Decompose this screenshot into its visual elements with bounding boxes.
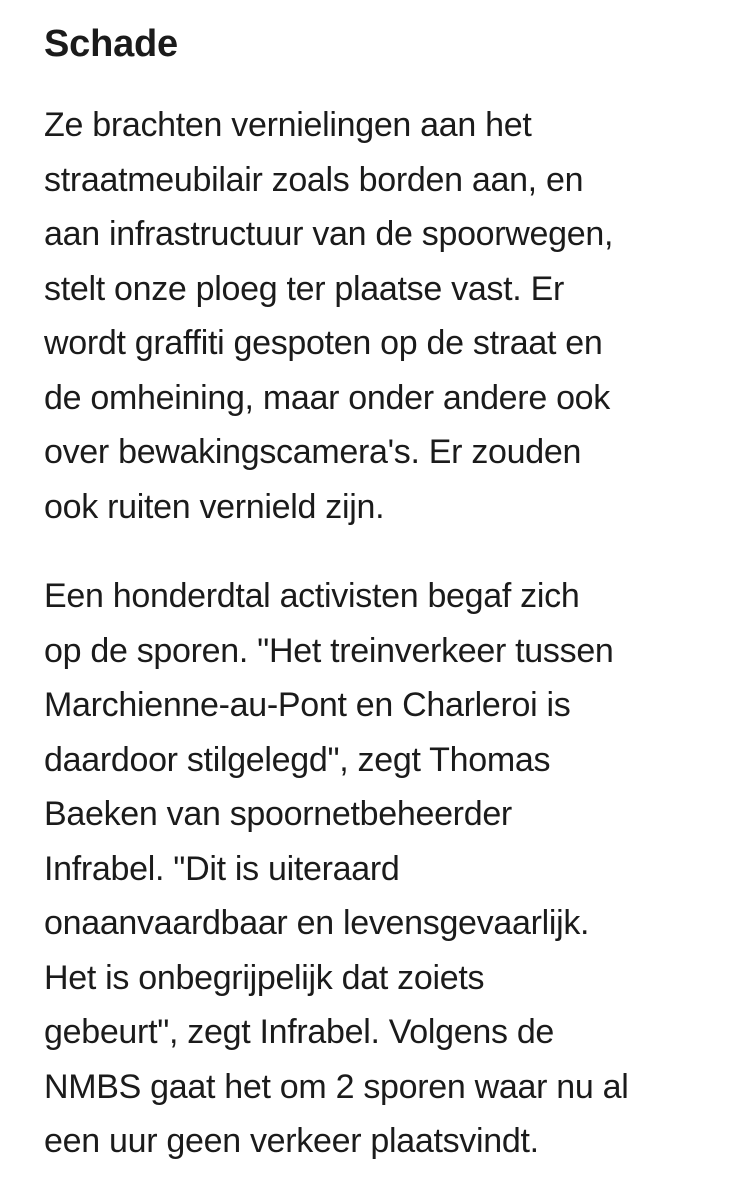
paragraph-damage-description bbox=[44, 98, 724, 534]
text-line: onaanvaardbaar en levensgevaarlijk. bbox=[44, 904, 590, 942]
section-heading: Schade bbox=[44, 23, 178, 65]
text-line: straatmeubilair zoals borden aan, en bbox=[44, 160, 584, 199]
text-line: een uur geen verkeer plaatsvindt. bbox=[44, 1122, 539, 1160]
text-line: daardoor stilgelegd", zegt Thomas bbox=[44, 740, 551, 779]
text-line: Marchienne-au-Pont en Charleroi is bbox=[44, 686, 571, 724]
text-line: Het is onbegrijpelijk dat zoiets bbox=[44, 958, 485, 997]
text-line: de omheining, maar onder andere ook bbox=[44, 378, 610, 417]
text-line: over bewakingscamera's. Er zouden bbox=[44, 433, 582, 471]
text-line: Infrabel. "Dit is uiteraard bbox=[44, 849, 400, 888]
text-line: Baeken van spoornetbeheerder bbox=[44, 795, 512, 833]
text-line: wordt graffiti gespoten op de straat en bbox=[44, 324, 603, 362]
text-line: op de sporen. "Het treinverkeer tussen bbox=[44, 631, 614, 670]
article-body bbox=[44, 18, 724, 1169]
text-line: NMBS gaat het om 2 sporen waar nu al bbox=[44, 1067, 629, 1106]
text-line: stelt onze ploeg ter plaatse vast. Er bbox=[44, 269, 564, 308]
text-line: ook ruiten vernield zijn. bbox=[44, 487, 385, 526]
text-line: Ze brachten vernielingen aan het bbox=[44, 106, 532, 144]
paragraph-infrabel-quote bbox=[44, 569, 724, 1169]
text-line: gebeurt", zegt Infrabel. Volgens de bbox=[44, 1013, 555, 1051]
text-line: Een honderdtal activisten begaf zich bbox=[44, 577, 580, 615]
text-line: aan infrastructuur van de spoorwegen, bbox=[44, 215, 614, 253]
